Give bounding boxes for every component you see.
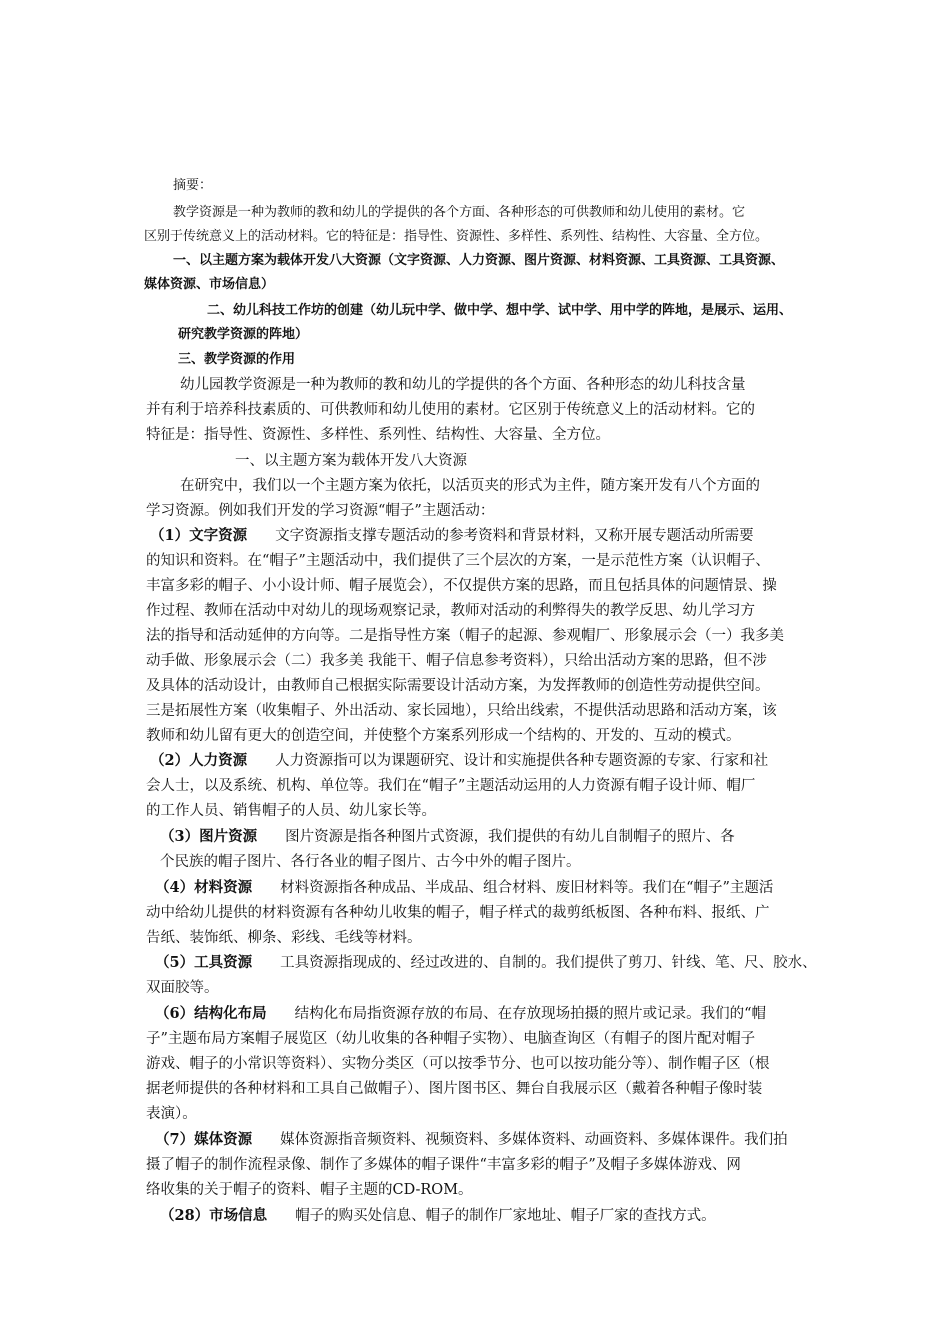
item-3-line: 个民族的帽子图片、各行各业的帽子图片、古今中外的帽子图片。 — [160, 854, 581, 870]
section-1-intro-line-1: 在研究中，我们以一个主题方案为依托，以活页夹的形式为主件，随方案开发有八个方面的 — [180, 478, 760, 494]
item-1-line: 作过程、教师在活动中对幼儿的现场观察记录，教师对活动的利弊得失的教学反思、幼儿学习方 — [146, 603, 755, 619]
item-4-line: 告纸、装饰纸、柳条、彩线、毛线等材料。 — [146, 930, 422, 946]
outline-1-line-1: 一、以主题方案为载体开发八大资源（文字资源、人力资源、图片资源、材料资源、工具资源、工具资源、 — [173, 253, 785, 268]
item-2-label: （2）人力资源 — [150, 752, 248, 769]
abstract-heading: 摘要： — [173, 178, 213, 193]
item-1-line: 的知识和资料。在“帽子”主题活动中，我们提供了三个层次的方案，一是示范性方案（认识帽子、 — [146, 553, 770, 569]
item-1-label: （1）文字资源 — [150, 527, 248, 544]
item-6-first-line — [155, 1002, 766, 1026]
item-7-line: 络收集的关于帽子的资料、帽子主题的CD-ROM。 — [146, 1182, 473, 1198]
item-7-line: 摄了帽子的制作流程录像、制作了多媒体的帽子课件“丰富多彩的帽子”及帽子多媒体游戏、网 — [146, 1157, 741, 1173]
item-6-line: 表演）。 — [146, 1106, 197, 1122]
item-3-first-line — [160, 825, 735, 849]
item-5-first: 工具资源指现成的、经过改进的、自制的。我们提供了剪刀、针线、笔、尺、胶水、 — [280, 955, 817, 971]
item-8-first-line — [160, 1204, 716, 1228]
item-8-label: （28）市场信息 — [160, 1207, 268, 1224]
item-1-line: 三是拓展性方案（收集帽子、外出活动、家长园地），只给出线索，不提供活动思路和活动方案，该 — [146, 703, 777, 719]
item-6-line: 游戏、帽子的小常识等资料）、实物分类区（可以按季节分、也可以按功能分等）、制作帽子区（根 — [146, 1056, 770, 1072]
item-5-label: （5）工具资源 — [155, 954, 253, 971]
outline-3: 三、教学资源的作用 — [178, 352, 296, 367]
item-8-first: 帽子的购买处信息、帽子的制作厂家地址、帽子厂家的查找方式。 — [295, 1208, 716, 1224]
section-1-intro-line-2: 学习资源。例如我们开发的学习资源“帽子”主题活动： — [146, 503, 495, 519]
item-4-label: （4）材料资源 — [155, 879, 253, 896]
item-6-line: 据老师提供的各种材料和工具自己做帽子）、图片图书区、舞台自我展示区（戴着各种帽子像时装 — [146, 1081, 763, 1097]
intro-line-1: 幼儿园教学资源是一种为教师的教和幼儿的学提供的各个方面、各种形态的幼儿科技含量 — [180, 377, 746, 393]
item-4-line: 动中给幼儿提供的材料资源有各种幼儿收集的帽子，帽子样式的裁剪纸板图、各种布料、报纸、广 — [146, 905, 770, 921]
item-2-line: 的工作人员、销售帽子的人员、幼儿家长等。 — [146, 803, 436, 819]
item-1-first-line — [150, 524, 754, 548]
item-4-first: 材料资源指各种成品、半成品、组合材料、废旧材料等。我们在“帽子”主题活 — [280, 880, 774, 896]
item-1-line: 动手做、形象展示会（二）我多美 我能干、帽子信息参考资料），只给出活动方案的思路，但不涉 — [146, 653, 767, 669]
item-6-label: （6）结构化布局 — [155, 1005, 267, 1022]
outline-2-line-1: 二、幼儿科技工作坊的创建（幼儿玩中学、做中学、想中学、试中学、用中学的阵地，是展示、运用、 — [207, 303, 793, 318]
item-1-line: 丰富多彩的帽子、小小设计师、帽子展览会），不仅提供方案的思路，而且包括具体的问题情景、操 — [146, 578, 777, 594]
item-2-line: 会人士，以及系统、机构、单位等。我们在“帽子”主题活动运用的人力资源有帽子设计师、帽厂 — [146, 778, 756, 794]
item-5-line: 双面胶等。 — [146, 980, 219, 996]
item-6-first: 结构化布局指资源存放的布局、在存放现场拍摄的照片或记录。我们的“帽 — [294, 1006, 767, 1022]
item-1-line: 及具体的活动设计，由教师自己根据实际需要设计活动方案，为发挥教师的创造性劳动提供空间。 — [146, 678, 770, 694]
item-3-first: 图片资源是指各种图片式资源，我们提供的有幼儿自制帽子的照片、各 — [285, 829, 735, 845]
item-7-first-line — [155, 1128, 788, 1152]
abstract-line-2: 区别于传统意义上的活动材料。它的特征是：指导性、资源性、多样性、系列性、结构性、大容量、全方位。 — [144, 229, 769, 244]
item-1-first: 文字资源指支撑专题活动的参考资料和背景材料，又称开展专题活动所需要 — [275, 528, 754, 544]
outline-1-line-2: 媒体资源、市场信息） — [144, 277, 275, 292]
section-1-title: 一、以主题方案为载体开发八大资源 — [235, 453, 467, 469]
item-7-first: 媒体资源指音频资料、视频资料、多媒体资料、动画资料、多媒体课件。我们拍 — [280, 1132, 788, 1148]
item-3-label: （3）图片资源 — [160, 828, 258, 845]
item-1-line: 教师和幼儿留有更大的创造空间，并使整个方案系列形成一个结构的、开发的、互动的模式。 — [146, 728, 741, 744]
item-2-first-line — [150, 749, 768, 773]
intro-line-3: 特征是：指导性、资源性、多样性、系列性、结构性、大容量、全方位。 — [146, 427, 610, 443]
item-7-label: （7）媒体资源 — [155, 1131, 253, 1148]
item-2-first: 人力资源指可以为课题研究、设计和实施提供各种专题资源的专家、行家和社 — [275, 753, 769, 769]
item-1-line: 法的指导和活动延伸的方向等。二是指导性方案（帽子的起源、参观帽厂、形象展示会（一）我多美 — [146, 628, 784, 644]
abstract-line-1: 教学资源是一种为教师的教和幼儿的学提供的各个方面、各种形态的可供教师和幼儿使用的素材。它 — [173, 205, 746, 220]
item-5-first-line — [155, 951, 817, 975]
item-4-first-line — [155, 876, 773, 900]
item-6-line: 子”主题布局方案帽子展览区（幼儿收集的各种帽子实物）、电脑查询区（有帽子的图片配对帽子 — [146, 1031, 756, 1047]
intro-line-2: 并有利于培养科技素质的、可供教师和幼儿使用的素材。它区别于传统意义上的活动材料。它的 — [146, 402, 755, 418]
outline-2-line-2: 研究教学资源的阵地） — [178, 327, 309, 342]
